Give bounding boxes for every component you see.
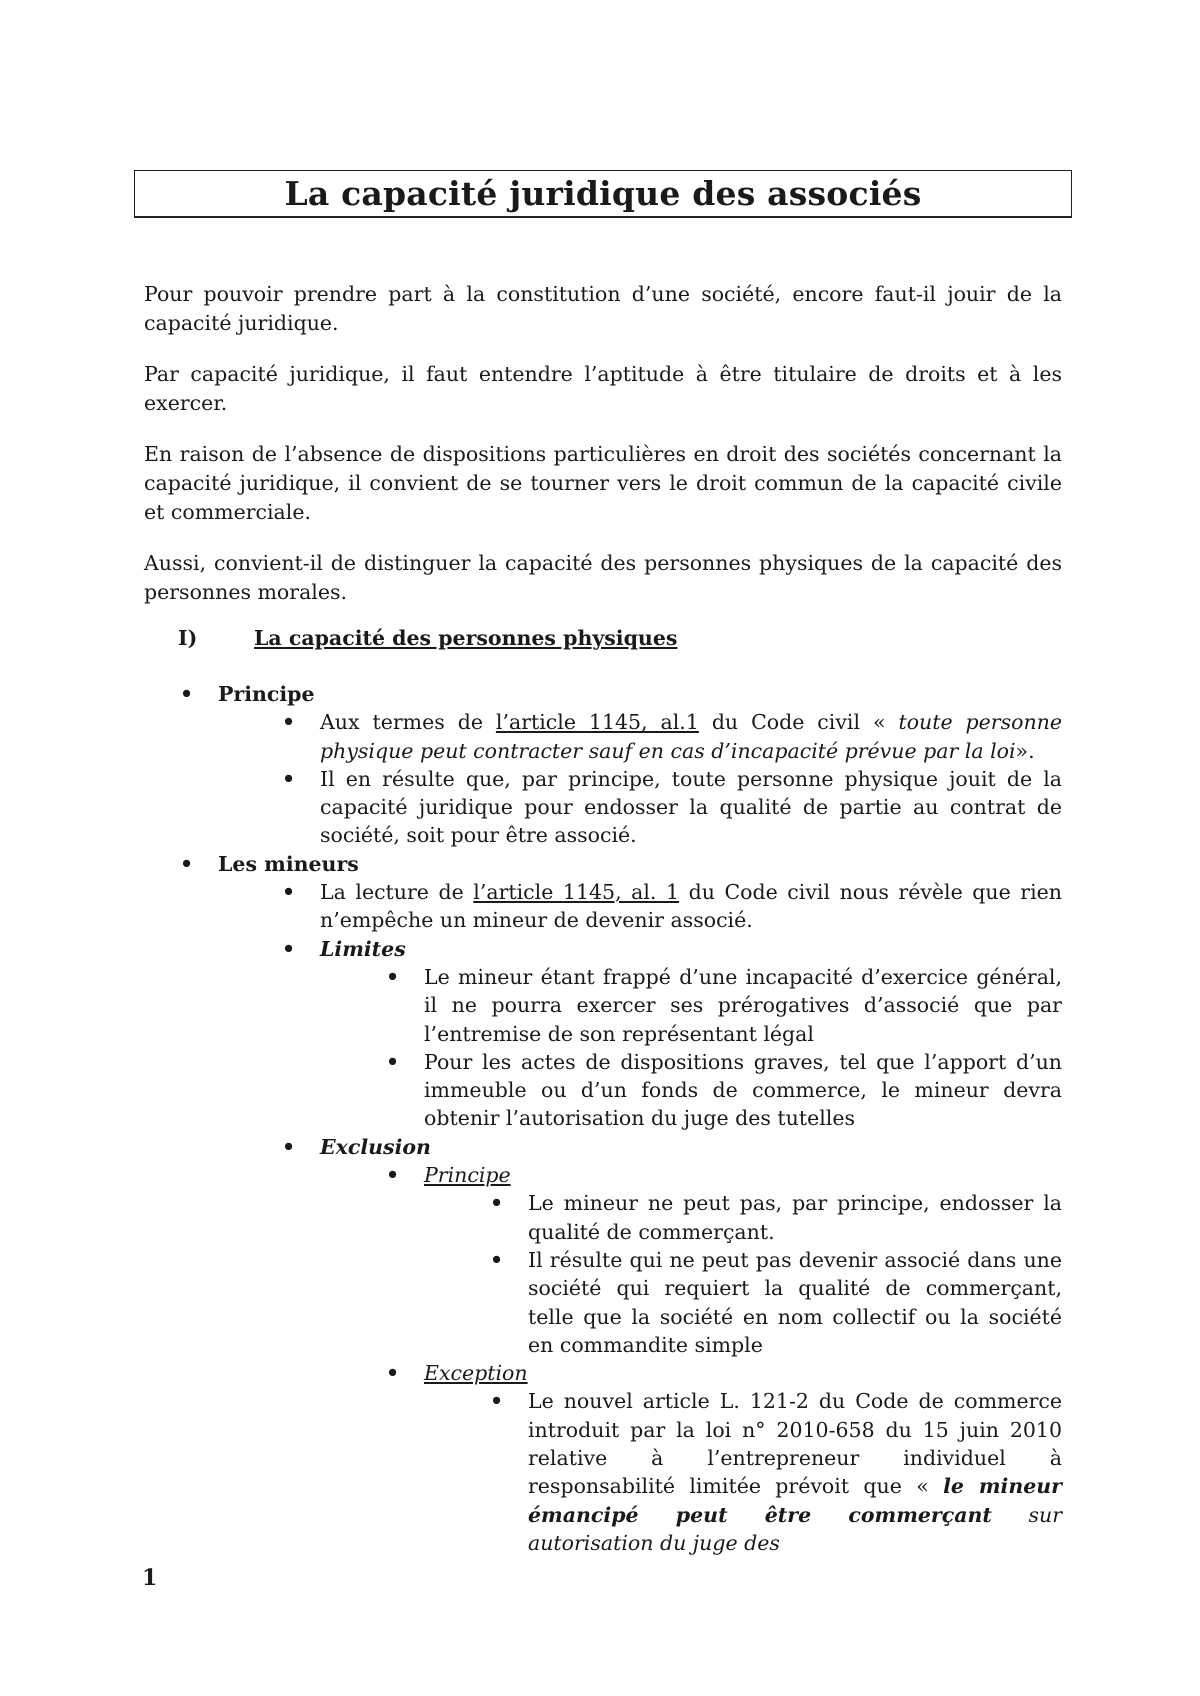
list-item	[424, 1048, 1062, 1133]
text-segment: La lecture de	[320, 880, 474, 905]
text-segment: ».	[1015, 738, 1035, 763]
list-item	[528, 1189, 1062, 1246]
text-segment: Le mineur étant frappé d’une incapacité d’exercice général, il ne pourra exercer ses prérogatives d’associé que par l’entremise de son représentant légal	[424, 964, 1062, 1046]
exclusion-principe-heading: Principe	[424, 1163, 511, 1188]
text-segment: Le mineur ne peut pas, par principe, endosser la qualité de commerçant.	[528, 1191, 1062, 1244]
paragraph-intro: Pour pouvoir prendre part à la constitution d’une société, encore faut-il jouir de la capacité juridique.	[144, 282, 1062, 335]
bullet-mineurs-heading: Les mineurs	[218, 851, 359, 876]
text-segment: Pour les actes de dispositions graves, tel que l’apport d’un immeuble ou d’un fonds de commerce, le mineur devra obtenir l’autorisation du juge des tutelles	[424, 1049, 1062, 1131]
list-item	[320, 765, 1062, 850]
bullet-mineurs	[218, 850, 718, 878]
bullet-principe-heading: Principe	[218, 682, 315, 706]
paragraph-droit-commun: En raison de l’absence de dispositions particulières en droit des sociétés concernant la capacité juridique, il convient de se tourner vers le droit commun de la capacité civile et commerciale.	[144, 442, 1062, 524]
list-item	[528, 1246, 1062, 1359]
text-segment: du Code civil nous révèle que rien n’empêche un mineur de devenir associé.	[320, 880, 1063, 933]
exception-heading: Exception	[424, 1361, 528, 1386]
section-title: La capacité des personnes physiques	[254, 626, 678, 650]
list-item	[320, 708, 1062, 765]
paragraph-distinction: Aussi, convient-il de distinguer la capacité des personnes physiques de la capacité des personnes morales.	[144, 551, 1062, 604]
bullet-exception	[424, 1359, 1062, 1387]
document-title: La capacité juridique des associés	[284, 174, 922, 213]
section-number: I)	[178, 626, 198, 650]
list-item	[528, 1387, 1062, 1557]
outline-list	[0, 680, 1200, 1557]
bullet-limites	[320, 935, 1062, 963]
exclusion-heading: Exclusion	[320, 1134, 431, 1159]
bullet-principe	[218, 680, 718, 708]
quote-italic: sur autorisation du juge des	[528, 1502, 1062, 1555]
quote-text: toute personne physique peut contracter sauf en cas d’incapacité prévue par la loi	[320, 710, 1062, 763]
page-number: 1	[142, 1565, 158, 1591]
text-segment: Le nouvel article L. 121-2 du Code de commerce introduit par la loi n° 2010-658 du 15 juin 2010 relative à l’entrepreneur individuel à responsabilité limitée prévoit que «	[528, 1389, 1062, 1499]
paragraph-definition: Par capacité juridique, il faut entendre l’aptitude à être titulaire de droits et à les exercer.	[144, 362, 1062, 415]
article-link[interactable]: l’article 1145, al.1	[495, 710, 699, 735]
article-link[interactable]: l’article 1145, al. 1	[473, 880, 680, 905]
text-segment: Il résulte qui ne peut pas devenir associé dans une société qui requiert la qualité de commerçant, telle que la société en nom collectif ou la société en commandite simple	[528, 1247, 1062, 1357]
quote-bold: le mineur émancipé peut être commerçant	[528, 1474, 1062, 1527]
bullet-exclusion	[320, 1133, 1062, 1161]
text-segment: Aux termes de	[320, 710, 496, 735]
text-segment: Il en résulte que, par principe, toute personne physique jouit de la capacité juridique pour endosser la qualité de partie au contrat de société, soit pour être associé.	[320, 766, 1062, 848]
limites-heading: Limites	[320, 936, 406, 961]
list-item	[424, 963, 1062, 1048]
text-segment: du Code civil «	[698, 710, 899, 735]
bullet-exclusion-principe	[424, 1161, 1062, 1189]
list-item	[320, 878, 1062, 935]
title-box	[134, 170, 1072, 218]
